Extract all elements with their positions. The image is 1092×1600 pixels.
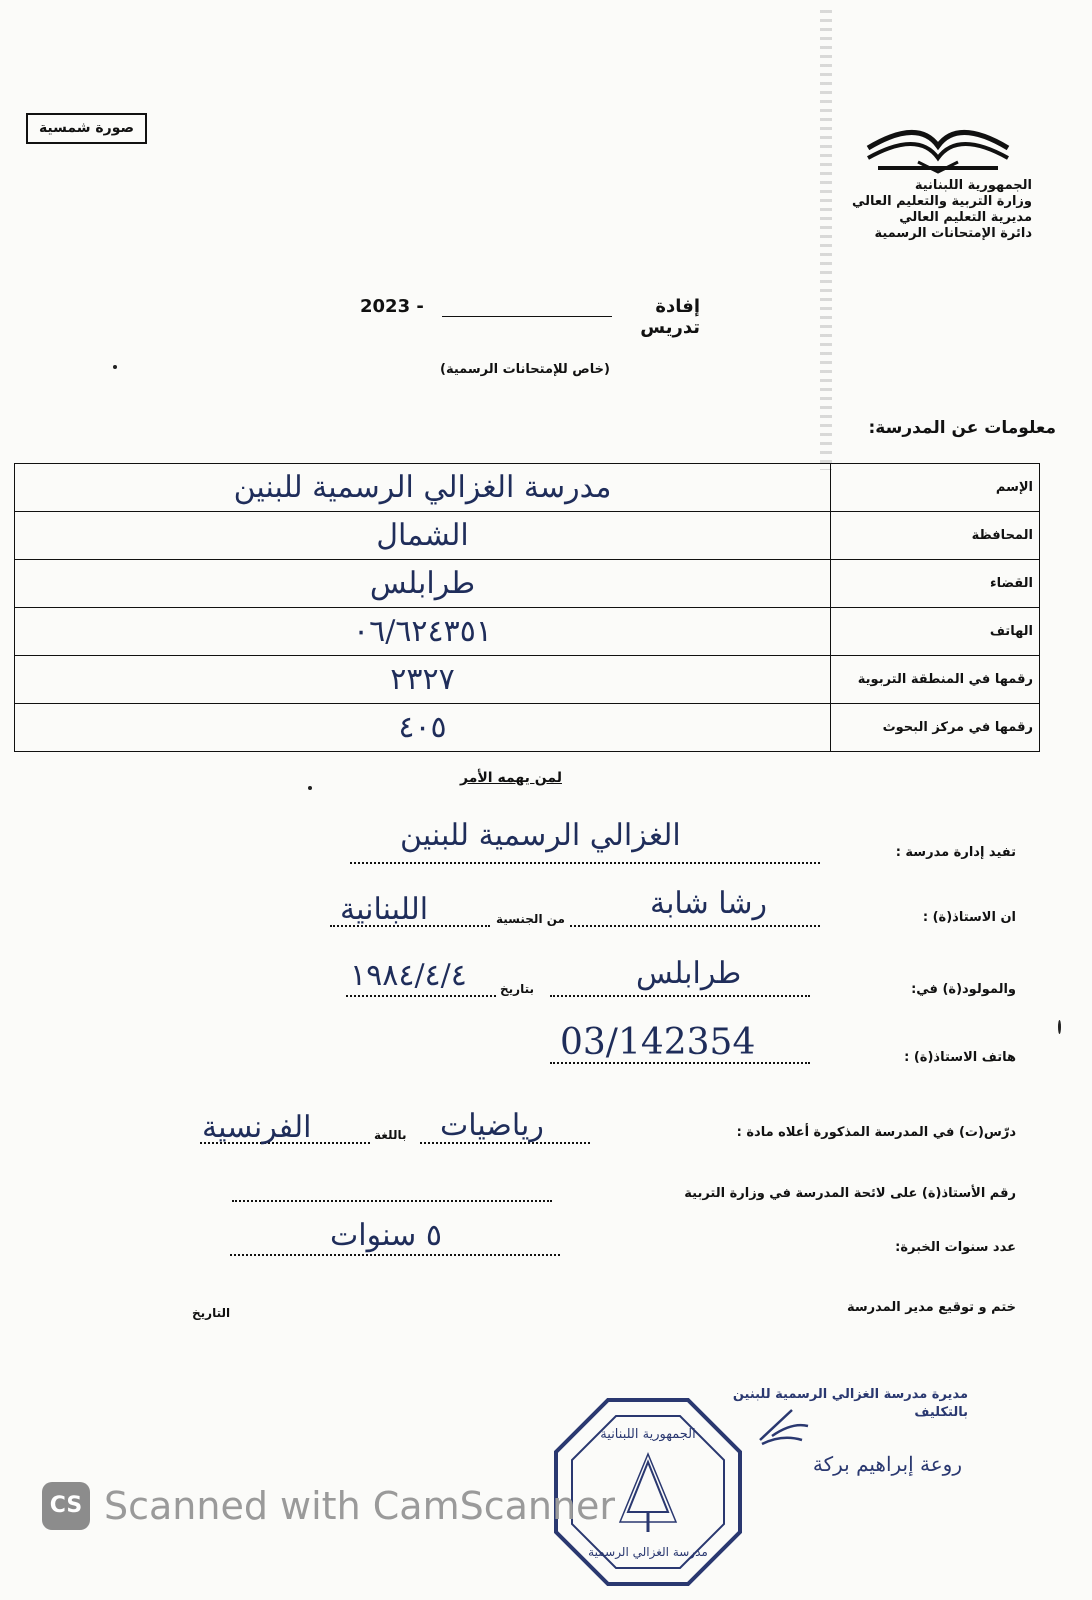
born-date-value: ١٩٨٤/٤/٤ [350,958,467,993]
cedar-tree-icon [620,1454,676,1532]
to-whom-heading: لمن يهمه الأمر [460,770,562,786]
born-label: والمولود(ة) في: [911,982,1016,997]
director-name: روعة إبراهيم بركة [812,1452,962,1476]
header-line: مديرية التعليم العالي [899,210,1032,225]
photo-placeholder-box: صورة شمسية [26,113,147,144]
nationality-value: اللبنانية [340,892,429,927]
experience-value: ٥ سنوات [330,1218,442,1253]
row-label: القضاء [831,560,1040,608]
school-admin-label: تفيد إدارة مدرسة : [895,845,1016,860]
row-label: رقمها في مركز البحوث [831,704,1040,752]
director-title-line: مديرة مدرسة الغزالي الرسمية للبنين [732,1387,968,1402]
date-label: بتاريخ [500,982,534,996]
dotted-line [570,925,820,927]
staff-number-label: رقم الأستاذ(ة) على لائحة المدرسة في وزارة التربية [684,1186,1016,1201]
title-blank-line [442,316,612,317]
dotted-line [230,1254,560,1256]
nationality-label: من الجنسية [496,912,565,926]
stamp-text-top: الجمهورية اللبنانية [600,1427,696,1442]
row-label: الهاتف [831,608,1040,656]
table-row [15,512,1040,560]
row-label: رقمها في المنطقة التربوية [831,656,1040,704]
header-line: وزارة التربية والتعليم العالي [851,194,1032,209]
teacher-label: ان الاستاذ(ة) : [922,910,1016,925]
scan-speck [1058,1020,1061,1034]
stamp-signature-label: ختم و توقيع مدير المدرسة [846,1300,1016,1315]
row-value: ٤٠٥ [15,704,831,752]
stamp-text-bottom: مدرسة الغزالي الرسمية [588,1545,708,1559]
row-value: مدرسة الغزالي الرسمية للبنين [15,464,831,512]
header-line: الجمهورية اللبنانية [914,178,1032,193]
table-row [15,704,1040,752]
signature-mark [752,1404,812,1448]
dotted-line [350,862,820,864]
language-label: باللغة [374,1128,407,1142]
document-subtitle: (خاص للإمتحانات الرسمية) [440,362,610,377]
dotted-line [550,995,810,997]
row-value: طرابلس [15,560,831,608]
dotted-line [346,995,496,997]
scan-streak [820,10,832,470]
row-label: الإسم [831,464,1040,512]
date-field-label: التاريخ [192,1306,231,1320]
title-text: إفادة تدريس [640,296,700,338]
born-place-value: طرابلس [636,956,742,991]
school-info-table [14,463,1040,752]
subject-value: رياضيات [440,1108,544,1143]
taught-label: درّس(ت) في المدرسة المذكورة أعلاه مادة : [736,1125,1016,1140]
camscanner-watermark: Scanned with CamScanner [104,1484,616,1528]
ministry-header [842,178,1032,242]
row-value: ٠٦/٦٢٤٣٥١ [15,608,831,656]
header-line: دائرة الإمتحانات الرسمية [874,226,1032,241]
school-admin-value: الغزالي الرسمية للبنين [400,818,681,853]
row-value: الشمال [15,512,831,560]
dotted-line [232,1200,552,1202]
table-row [15,656,1040,704]
experience-label: عدد سنوات الخبرة: [895,1240,1016,1255]
director-title-line: بالتكليف [914,1405,968,1420]
phone-value: 03/142354 [560,1022,756,1063]
camscanner-logo: CS [42,1482,90,1530]
ministry-book-icon [858,118,1018,178]
row-label: المحافظة [831,512,1040,560]
phone-label: هاتف الاستاذ(ة) : [904,1050,1016,1065]
table-row [15,560,1040,608]
title-year: 2023 - [360,296,424,317]
table-row [15,464,1040,512]
teacher-value: رشا شابة [650,886,768,921]
table-row [15,608,1040,656]
scan-speck [308,786,312,790]
scan-speck [113,365,117,369]
row-value: ٢٣٢٧ [15,656,831,704]
school-info-heading: معلومات عن المدرسة: [868,418,1056,438]
language-value: الفرنسية [202,1110,312,1145]
